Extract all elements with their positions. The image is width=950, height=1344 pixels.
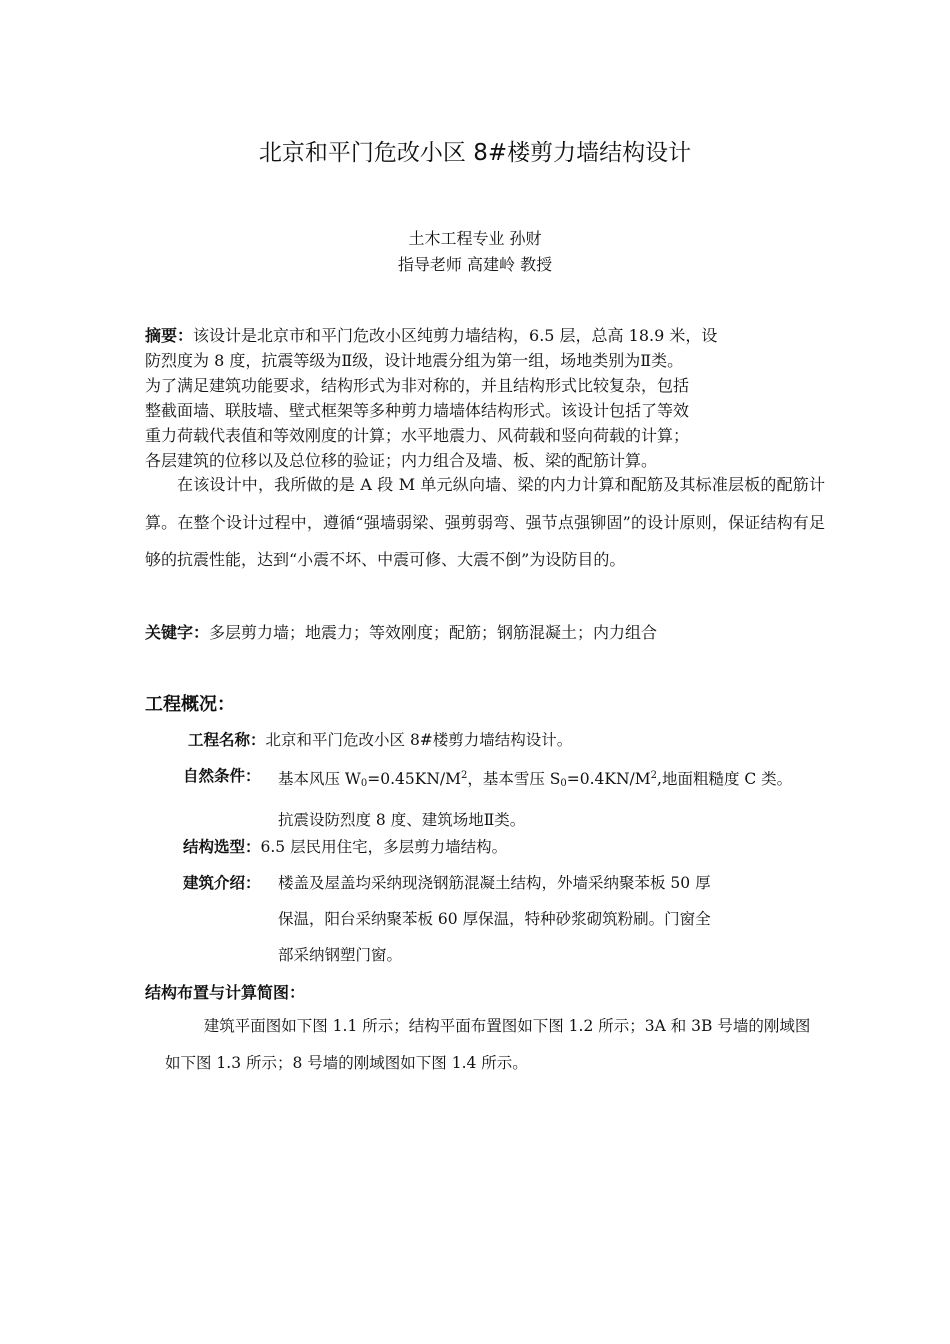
abstract-line-5: 重力荷载代表值和等效刚度的计算；水平地震力、风荷载和竖向荷载的计算； [145,426,690,445]
author-line: 土木工程专业 孙财 [408,229,542,248]
abstract-label: 摘要： [145,326,194,345]
advisor-line: 指导老师 高建岭 教授 [397,255,553,274]
abstract-line-1: 摘要：该设计是北京市和平门危改小区纯剪力墙结构，6.5 层，总高 18.9 米，设 [145,326,718,345]
building-intro-line-2: 保温，阳台采纳聚苯板 60 厚保温，特种砂浆砌筑粉刷。门窗全 [278,910,711,928]
abstract-line-2: 防烈度为 8 度，抗震等级为Ⅱ级，设计地震分组为第一组，场地类别为Ⅱ类。 [145,351,684,370]
structure-selection-row [183,835,507,857]
building-intro-value [278,865,823,973]
keywords-label: 关键字： [145,623,210,642]
project-name-row [188,728,572,750]
abstract-paragraph-2: 在该设计中，我所做的是 A 段 M 单元纵向墙、梁的内力计算和配筋及其标准层板的配筋计算。在整个设计过程中，遵循“强墙弱梁、强剪弱弯、强节点强铆固”的设计原则，保证结构有足够的抗震性能，达到“小震不坏、中震可修、大震不倒”为设防目的。 [145,475,825,569]
natural-conditions-line-1: 基本风压 $W_0=0.45KN/M^2$，基本雪压 $S_0=0.4KN/M^2$,地面粗糙度 C 类。 [278,770,793,789]
keywords-text: 多层剪力墙；地震力；等效刚度；配筋；钢筋混凝土；内力组合 [209,623,658,642]
building-intro-line-3: 部采纳钢塑门窗。 [278,946,403,964]
natural-conditions-label: 自然条件： [183,767,261,785]
keywords [145,620,845,643]
structure-selection-value: 6.5 层民用住宅，多层剪力墙结构。 [260,838,508,856]
layout-section-paragraph: 建筑平面图如下图 1.1 所示；结构平面布置图如下图 1.2 所示；3A 和 3B 号墙的刚域图如下图 1.3 所示；8 号墙的刚域图如下图 1.4 所示。 [165,1017,811,1072]
abstract-block [145,323,815,473]
overview-heading: 工程概况： [145,694,235,715]
abstract-line-3: 为了满足建筑功能要求，结构形式为非对称的，并且结构形式比较复杂，包括 [145,376,690,395]
project-name-label: 工程名称： [188,731,266,749]
project-name-value: 北京和平门危改小区 8#楼剪力墙结构设计。 [265,731,573,749]
document-title: 北京和平门危改小区 8#楼剪力墙结构设计 [258,140,692,166]
layout-section-heading: 结构布置与计算简图： [145,983,306,1002]
building-intro-label: 建筑介绍： [183,874,261,892]
abstract-line-6: 各层建筑的位移以及总位移的验证；内力组合及墙、板、梁的配筋计算。 [145,451,658,470]
natural-conditions-value [278,758,823,838]
building-intro-line-1: 楼盖及屋盖均采纳现浇钢筋混凝土结构，外墙采纳聚苯板 50 厚 [278,874,711,892]
natural-conditions-line-2: 抗震设防烈度 8 度、建筑场地Ⅱ类。 [278,811,526,829]
structure-selection-label: 结构选型： [183,838,261,856]
abstract-line-4: 整截面墙、联肢墙、壁式框架等多种剪力墙墙体结构形式。该设计包括了等效 [145,401,690,420]
